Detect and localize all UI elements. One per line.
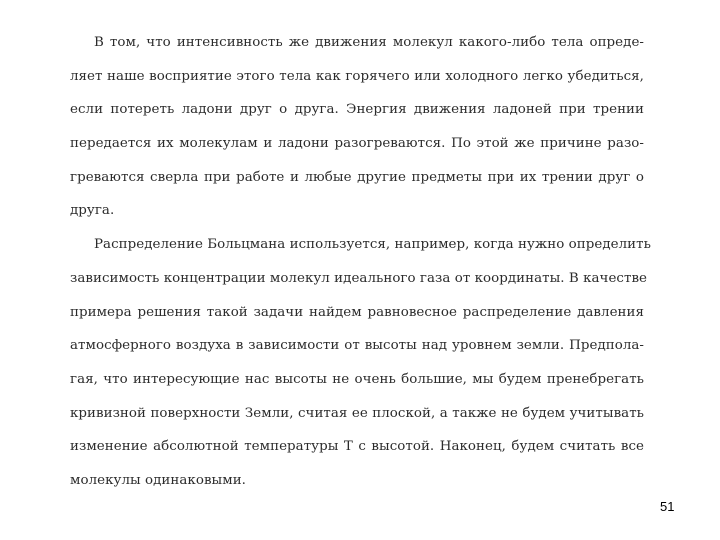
paragraph-2-line-7: изменение абсолютной температуры T с высотой. Наконец, будем считать все bbox=[70, 439, 644, 455]
paragraph-1-line-3: если потереть ладони друг о друга. Энергия движения ладоней при трении bbox=[70, 102, 644, 118]
paragraph-2-line-5: гая, что интересующие нас высоты не очень большие, мы будем пренебрегать bbox=[70, 371, 644, 387]
paragraph-2-line-6: кривизной поверхности Земли, считая ее плоской, а также не будем учитывать bbox=[70, 405, 644, 421]
paragraph-1-line-5: греваются сверла при работе и любые другие предметы при их трении друг о bbox=[70, 169, 644, 185]
paragraph-1-line-1: В том, что интенсивность же движения молекул какого-либо тела опреде- bbox=[94, 35, 644, 50]
paragraph-2-line-1: Распределение Больцмана используется, например, когда нужно определить bbox=[94, 237, 651, 253]
paragraph-1-line-2: ляет наше восприятие этого тела как горячего или холодного легко убедиться, bbox=[70, 68, 644, 84]
paragraph-2-line-3: примера решения такой задачи найдем равновесное распределение давления bbox=[70, 304, 644, 320]
paragraph-1-line-4: передается их молекулам и ладони разогреваются. По этой же причине разо- bbox=[70, 136, 644, 152]
paragraph-2-line-4: атмосферного воздуха в зависимости от высоты над уровнем земли. Предпола- bbox=[70, 338, 644, 354]
page-number: 51 bbox=[660, 499, 675, 514]
body-text bbox=[70, 26, 651, 498]
paragraph-1-line-6: друга. bbox=[70, 203, 115, 219]
paragraph-2-line-8: молекулы одинаковыми. bbox=[70, 472, 246, 488]
paragraph-2-line-2: зависимость концентрации молекул идеального газа от координаты. В качестве bbox=[70, 270, 648, 286]
